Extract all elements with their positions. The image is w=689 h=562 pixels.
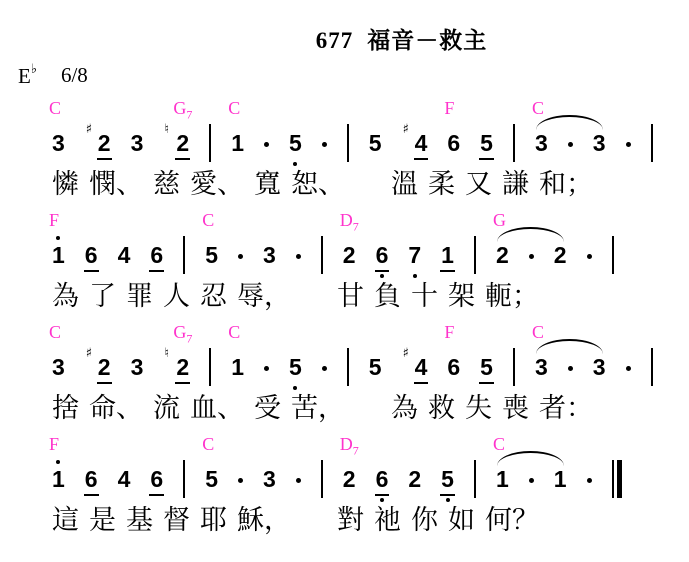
barline bbox=[651, 348, 653, 386]
note-digit: 2 bbox=[495, 242, 509, 268]
final-barline bbox=[612, 460, 622, 498]
lyric-syllable: 謙 bbox=[502, 168, 529, 199]
note-digit: 5 bbox=[368, 130, 382, 156]
chord-label: C bbox=[49, 98, 62, 118]
duration-dot bbox=[322, 366, 327, 371]
barline bbox=[651, 124, 653, 162]
lyric-syllable: 憫、 bbox=[89, 168, 143, 199]
note-digit: 2 bbox=[342, 242, 356, 268]
song-title bbox=[57, 22, 689, 55]
final-barline-thin bbox=[612, 460, 614, 498]
note bbox=[85, 468, 98, 491]
key-signature-row bbox=[18, 63, 689, 93]
barline bbox=[209, 348, 211, 386]
note bbox=[339, 434, 359, 492]
chord-label: C bbox=[531, 98, 544, 118]
slur-arc bbox=[497, 227, 564, 242]
note bbox=[49, 322, 65, 380]
lyric-syllable: 人 bbox=[163, 280, 190, 311]
duration-dot bbox=[264, 366, 269, 371]
slur-group bbox=[492, 434, 567, 492]
lyric-syllable: 耶 bbox=[200, 504, 227, 535]
note bbox=[118, 244, 131, 267]
lyric-syllable: 祂 bbox=[374, 504, 401, 535]
chord-label: F bbox=[444, 322, 455, 342]
sharp-icon: ♯ bbox=[85, 346, 93, 361]
note-digit: 6 bbox=[376, 244, 389, 267]
note-digit: 5 bbox=[480, 130, 493, 156]
lyric-syllable: 軛； bbox=[485, 280, 539, 311]
note bbox=[131, 132, 144, 155]
lyric-syllable: 失 bbox=[465, 392, 492, 423]
lyric-syllable: 救 bbox=[428, 392, 455, 423]
barline bbox=[612, 236, 614, 274]
chord-extension: 7 bbox=[352, 219, 359, 234]
time-signature: 6/8 bbox=[60, 63, 88, 87]
lyric-syllable: 是 bbox=[89, 504, 116, 535]
duration-dot bbox=[568, 366, 573, 371]
note-digit: 6 bbox=[447, 354, 461, 380]
lyric-syllable: 基 bbox=[126, 504, 153, 535]
note-digit: 4 bbox=[414, 130, 428, 156]
key-signature: E♭ bbox=[18, 61, 37, 88]
duration-dot bbox=[296, 478, 301, 483]
note-digit: 3 bbox=[262, 466, 276, 492]
duration-dot bbox=[322, 142, 327, 147]
note bbox=[164, 98, 193, 156]
note-digit: 5 bbox=[480, 354, 493, 380]
note bbox=[118, 468, 131, 491]
note-digit: 1 bbox=[52, 244, 65, 267]
lyric-syllable: 柔 bbox=[428, 168, 455, 199]
slur-arc bbox=[497, 451, 564, 466]
note-digit: 5 bbox=[441, 468, 454, 491]
chord-label: C bbox=[202, 434, 215, 454]
barline bbox=[321, 460, 323, 498]
note bbox=[444, 322, 461, 380]
octave-dot-below bbox=[380, 274, 384, 278]
note-digit: 6 bbox=[84, 466, 98, 492]
note bbox=[202, 434, 218, 492]
note bbox=[369, 356, 382, 379]
lyric-syllable: 愛、 bbox=[190, 168, 244, 199]
note-digit: 6 bbox=[376, 468, 389, 491]
barline bbox=[347, 348, 349, 386]
note-digit: 6 bbox=[150, 242, 164, 268]
note-digit: 3 bbox=[534, 354, 548, 380]
lyrics-row bbox=[52, 167, 689, 200]
note bbox=[408, 468, 421, 491]
barline bbox=[474, 460, 476, 498]
song-title-text: 福音－救主 bbox=[367, 28, 488, 53]
slur-arc bbox=[536, 115, 603, 130]
lyric-syllable: 對 bbox=[337, 504, 364, 535]
chord-label: C bbox=[202, 210, 215, 230]
note-digit: 1 bbox=[553, 466, 567, 492]
barline bbox=[209, 124, 211, 162]
barline bbox=[321, 236, 323, 274]
note bbox=[85, 122, 111, 156]
note bbox=[593, 132, 606, 155]
chord-label: C bbox=[49, 322, 62, 342]
lyric-syllable: 你 bbox=[411, 504, 438, 535]
score bbox=[49, 97, 689, 536]
note-digit: 5 bbox=[289, 132, 302, 155]
note-digit: 1 bbox=[495, 466, 509, 492]
note-digit: 2 bbox=[342, 466, 356, 492]
lyric-syllable: 架 bbox=[448, 280, 475, 311]
note bbox=[85, 244, 98, 267]
barline bbox=[513, 348, 515, 386]
lyrics-row bbox=[52, 279, 689, 312]
barline bbox=[347, 124, 349, 162]
notes-row bbox=[49, 97, 689, 156]
final-barline-thick bbox=[617, 460, 622, 498]
lyric-syllable: 又 bbox=[465, 168, 492, 199]
lyric-syllable: 督 bbox=[163, 504, 190, 535]
lyric-syllable: 和； bbox=[539, 168, 593, 199]
note-digit: 2 bbox=[97, 130, 111, 156]
lyric-syllable: 負 bbox=[374, 280, 401, 311]
note-digit: 1 bbox=[231, 354, 244, 380]
lyric-syllable: 罪 bbox=[126, 280, 153, 311]
lyric-syllable: 血、 bbox=[190, 392, 244, 423]
lyric-syllable: 十 bbox=[411, 280, 438, 311]
chord-extension: 7 bbox=[352, 443, 359, 458]
note-digit: 2 bbox=[176, 354, 190, 380]
notes-row bbox=[49, 209, 689, 268]
chord-label: F bbox=[49, 434, 60, 454]
music-system-3 bbox=[49, 321, 689, 424]
note-digit: 5 bbox=[205, 466, 218, 492]
note-digit: 6 bbox=[84, 242, 98, 268]
chord-label: $D_7$ bbox=[339, 434, 359, 458]
note-digit: 6 bbox=[447, 130, 461, 156]
lyric-syllable: 者： bbox=[539, 392, 593, 423]
note bbox=[289, 132, 302, 155]
slur-arc bbox=[536, 339, 603, 354]
music-system-2 bbox=[49, 209, 689, 312]
note-digit: 3 bbox=[52, 354, 65, 380]
slur-group bbox=[531, 98, 606, 156]
sharp-icon: ♯ bbox=[85, 122, 93, 137]
note-digit: 5 bbox=[368, 354, 382, 380]
note bbox=[202, 210, 218, 268]
lyric-syllable: 喪 bbox=[502, 392, 529, 423]
note bbox=[554, 244, 567, 267]
note bbox=[531, 322, 548, 380]
duration-dot bbox=[529, 478, 534, 483]
note bbox=[554, 468, 567, 491]
note bbox=[49, 434, 65, 492]
lyric-syllable: 為 bbox=[391, 392, 418, 423]
sharp-icon: ♯ bbox=[402, 346, 409, 361]
note-digit: 2 bbox=[176, 130, 190, 156]
duration-dot bbox=[626, 366, 631, 371]
chord-label: G bbox=[492, 210, 506, 230]
lyric-syllable: 溫 bbox=[391, 168, 418, 199]
note bbox=[376, 468, 389, 491]
note bbox=[228, 98, 244, 156]
note bbox=[441, 468, 454, 491]
chord-extension: 7 bbox=[186, 107, 193, 122]
lyric-syllable: 寬 bbox=[254, 168, 281, 199]
octave-dot-below bbox=[413, 274, 417, 278]
note bbox=[150, 468, 163, 491]
duration-dot bbox=[529, 254, 534, 259]
note bbox=[150, 244, 163, 267]
note-digit: 6 bbox=[150, 466, 164, 492]
music-system-4 bbox=[49, 433, 689, 536]
chord-label: C bbox=[228, 322, 241, 342]
note bbox=[49, 98, 65, 156]
note bbox=[339, 210, 359, 268]
chord-label: C bbox=[531, 322, 544, 342]
note bbox=[593, 356, 606, 379]
lyric-syllable: 憐 bbox=[52, 168, 79, 199]
natural-icon: ♮ bbox=[164, 346, 170, 361]
chord-label: $D_7$ bbox=[339, 210, 359, 234]
duration-dot bbox=[568, 142, 573, 147]
chord-label: C bbox=[228, 98, 241, 118]
slur-group bbox=[531, 322, 606, 380]
octave-dot-below bbox=[380, 498, 384, 502]
chord-label: $G_7$ bbox=[173, 98, 193, 122]
duration-dot bbox=[264, 142, 269, 147]
note bbox=[228, 322, 244, 380]
note-digit: 1 bbox=[52, 468, 65, 491]
music-system-1 bbox=[49, 97, 689, 200]
lyric-syllable: 忍 bbox=[200, 280, 227, 311]
lyric-syllable: 慈 bbox=[153, 168, 180, 199]
note-digit: 4 bbox=[117, 466, 131, 492]
note bbox=[492, 210, 509, 268]
octave-dot-below bbox=[293, 386, 297, 390]
note bbox=[444, 98, 461, 156]
note bbox=[492, 434, 509, 492]
lyric-syllable: 何？ bbox=[485, 504, 539, 535]
note bbox=[263, 468, 276, 491]
note bbox=[131, 356, 144, 379]
note bbox=[376, 244, 389, 267]
lyric-syllable: 如 bbox=[448, 504, 475, 535]
note-digit: 1 bbox=[231, 130, 244, 156]
note bbox=[49, 210, 65, 268]
note bbox=[441, 244, 454, 267]
song-number: 677 bbox=[315, 28, 354, 53]
notes-row bbox=[49, 433, 689, 492]
lyric-syllable: 恕、 bbox=[291, 168, 345, 199]
duration-dot bbox=[238, 254, 243, 259]
barline bbox=[513, 124, 515, 162]
note bbox=[289, 356, 302, 379]
barline bbox=[183, 236, 185, 274]
note-digit: 1 bbox=[441, 242, 454, 268]
note-digit: 2 bbox=[553, 242, 567, 268]
note bbox=[85, 346, 111, 380]
note-digit: 3 bbox=[52, 130, 65, 156]
duration-dot bbox=[587, 478, 592, 483]
notes-row bbox=[49, 321, 689, 380]
note-digit: 3 bbox=[130, 354, 144, 380]
slur-group bbox=[492, 210, 567, 268]
note bbox=[480, 132, 493, 155]
chord-label: F bbox=[49, 210, 60, 230]
barline bbox=[474, 236, 476, 274]
duration-dot bbox=[296, 254, 301, 259]
note-digit: 5 bbox=[205, 242, 218, 268]
note-digit: 3 bbox=[262, 242, 276, 268]
note bbox=[164, 322, 193, 380]
note-digit: 7 bbox=[408, 244, 421, 267]
lyric-syllable: 流 bbox=[153, 392, 180, 423]
note-digit: 4 bbox=[117, 242, 131, 268]
lyric-syllable: 受 bbox=[254, 392, 281, 423]
natural-icon: ♮ bbox=[164, 122, 170, 137]
note bbox=[480, 356, 493, 379]
note-digit: 4 bbox=[414, 354, 428, 380]
chord-extension: 7 bbox=[186, 331, 193, 346]
barline bbox=[183, 460, 185, 498]
lyric-syllable: 甘 bbox=[337, 280, 364, 311]
chord-label: C bbox=[492, 434, 505, 454]
note bbox=[402, 122, 428, 156]
lyric-syllable: 命、 bbox=[89, 392, 143, 423]
chord-label: F bbox=[444, 98, 455, 118]
note-digit: 3 bbox=[592, 130, 606, 156]
lyric-syllable: 這 bbox=[52, 504, 79, 535]
sharp-icon: ♯ bbox=[402, 122, 409, 137]
octave-dot-above bbox=[56, 460, 60, 464]
flat-icon: ♭ bbox=[30, 61, 37, 76]
note-digit: 2 bbox=[408, 466, 422, 492]
octave-dot-below bbox=[293, 162, 297, 166]
lyric-syllable: 苦， bbox=[291, 392, 345, 423]
lyric-syllable: 穌， bbox=[237, 504, 291, 535]
duration-dot bbox=[626, 142, 631, 147]
note bbox=[408, 244, 421, 267]
note-digit: 3 bbox=[534, 130, 548, 156]
lyrics-row bbox=[52, 503, 689, 536]
note-digit: 3 bbox=[592, 354, 606, 380]
lyric-syllable: 了 bbox=[89, 280, 116, 311]
note bbox=[402, 346, 428, 380]
note bbox=[369, 132, 382, 155]
note-digit: 3 bbox=[130, 130, 144, 156]
note-digit: 2 bbox=[97, 354, 111, 380]
lyric-syllable: 捨 bbox=[52, 392, 79, 423]
octave-dot-below bbox=[446, 498, 450, 502]
note-digit: 5 bbox=[289, 356, 302, 379]
note bbox=[263, 244, 276, 267]
lyric-syllable: 為 bbox=[52, 280, 79, 311]
duration-dot bbox=[587, 254, 592, 259]
duration-dot bbox=[238, 478, 243, 483]
lyrics-row bbox=[52, 391, 689, 424]
chord-label: $G_7$ bbox=[173, 322, 193, 346]
lyric-syllable: 辱， bbox=[237, 280, 291, 311]
octave-dot-above bbox=[56, 236, 60, 240]
note bbox=[531, 98, 548, 156]
